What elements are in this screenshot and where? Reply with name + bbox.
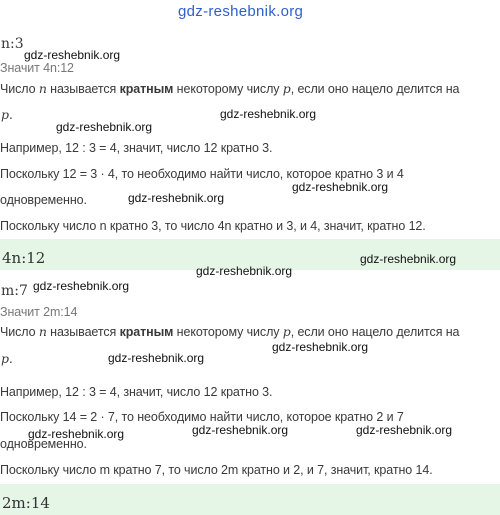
reason-line-2b: одновременно. — [0, 437, 87, 451]
watermark: gdz-reshebnik.org — [33, 279, 130, 293]
watermark: gdz-reshebnik.org — [128, 191, 225, 205]
definition-line-1: Число n называется кратным некоторому числу p, если оно нацело делится на — [0, 81, 460, 96]
example-text-1: Например, 12 : 3 = 4, значит, число 12 кратно 3. — [0, 141, 273, 155]
definition-line-2b: p. — [1, 351, 13, 366]
watermark: gdz-reshebnik.org — [192, 423, 289, 437]
conclusion-2: Поскольку число m кратно 7, то число 2m кратно и 2, и 7, значит, кратно 14. — [0, 463, 433, 477]
watermark: gdz-reshebnik.org — [272, 340, 369, 354]
reason-line-2a: Поскольку 14 = 2 · 7, то необходимо найти число, которое кратно 2 и 7 — [0, 410, 404, 424]
term-bold: кратным — [119, 325, 174, 339]
result-1: 4n:12 — [2, 249, 46, 267]
task-heading-2: m:7 — [1, 283, 28, 299]
term-bold: кратным — [119, 82, 174, 96]
conclusion-1: Поскольку число n кратно 3, то число 4n кратно и 3, и 4, значит, кратно 12. — [0, 219, 426, 233]
reason-line-2: одновременно. — [0, 193, 87, 207]
cut-line-1: Значит 4n:12 — [0, 61, 74, 75]
result-2: 2m:14 — [2, 494, 50, 512]
example-text-2: Например, 12 : 3 = 4, значит, число 12 кратно 3. — [0, 385, 273, 399]
watermark: gdz-reshebnik.org — [356, 423, 453, 437]
cut-line-2: Значит 2m:14 — [0, 305, 78, 319]
task-heading-1: n:3 — [1, 36, 24, 52]
site-watermark-top: gdz-reshebnik.org — [178, 3, 304, 20]
watermark: gdz-reshebnik.org — [28, 427, 125, 441]
watermark: gdz-reshebnik.org — [292, 180, 389, 194]
watermark: gdz-reshebnik.org — [220, 107, 317, 121]
watermark: gdz-reshebnik.org — [56, 120, 153, 134]
watermark: gdz-reshebnik.org — [108, 351, 205, 365]
definition-line-2a: Число n называется кратным некоторому числу p, если оно нацело делится на — [0, 324, 460, 339]
watermark: gdz-reshebnik.org — [196, 264, 293, 278]
watermark: gdz-reshebnik.org — [360, 252, 457, 266]
reason-line-1: Поскольку 12 = 3 · 4, то необходимо найти число, которое кратно 3 и 4 — [0, 167, 404, 181]
result-band-2 — [0, 484, 500, 515]
definition-line-2: p. — [1, 107, 13, 122]
watermark: gdz-reshebnik.org — [24, 48, 121, 62]
